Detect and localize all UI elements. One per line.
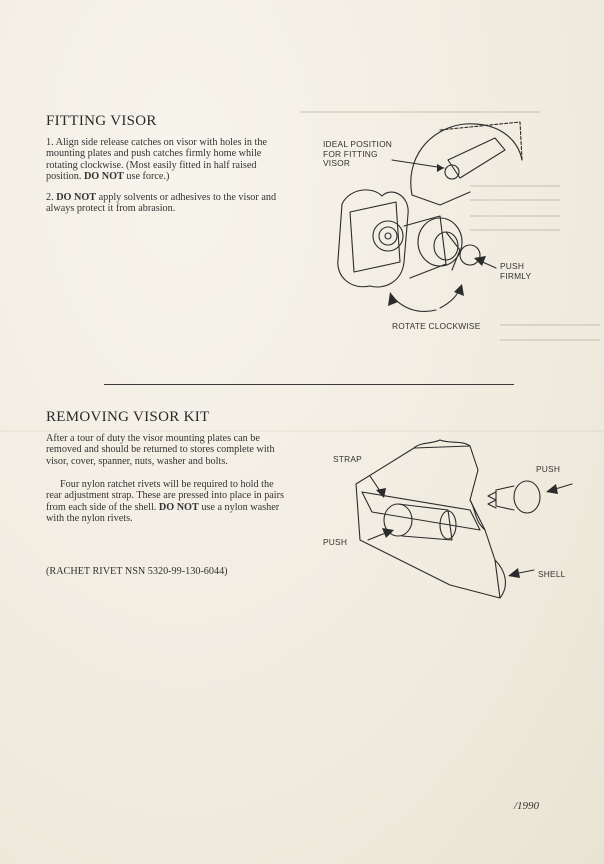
shell-label: SHELL: [538, 569, 566, 579]
push-right-label: PUSH: [536, 464, 561, 474]
removing-paragraph-1: After a tour of duty the visor mounting plates can be removed and should be returned to stores complete with visor, cover, spanner, nuts, washer and bolts.: [46, 433, 275, 467]
fitting-step-2-text: apply solvents or adhesives to the visor and always protect it from abrasion.: [46, 192, 277, 215]
strap-label: STRAP: [333, 454, 362, 464]
ideal-position-label: IDEAL POSITION FOR FITTING VISOR: [323, 139, 393, 169]
push-left-label: PUSH: [323, 537, 348, 547]
fitting-step-1-warning: DO NOT: [83, 171, 124, 183]
fitting-step-2-warning: DO NOT: [56, 192, 97, 203]
removing-warning: DO NOT: [158, 501, 199, 513]
removing-paragraph-2-end: use a nylon washer with the nylon rivets.: [46, 501, 280, 525]
rotate-clockwise-label: ROTATE CLOCKWISE: [392, 321, 481, 331]
removing-visor-kit-heading: REMOVING VISOR KIT: [46, 409, 210, 425]
fitting-visor-heading: FITTING VISOR: [46, 113, 157, 129]
removing-paragraph-2-text: Four nylon ratchet rivets will be required to hold the rear adjustment strap. These are pressed into place in pairs from each side of the shell.: [46, 479, 284, 513]
fitting-step-2-num: 2.: [46, 192, 57, 203]
handwritten-date: /1990: [514, 800, 540, 812]
push-firmly-label: PUSH FIRMLY: [500, 261, 532, 281]
rivet-nsn-note: (RACHET RIVET NSN 5320-99-130-6044): [46, 566, 228, 577]
fitting-step-1-end: use force.): [123, 171, 170, 183]
fitting-step-1-text: 1. Align side release catches on visor with holes in the mounting plates and push catches firmly home while rotating clockwise. (Most easily fitted in half raised position.: [46, 137, 267, 183]
